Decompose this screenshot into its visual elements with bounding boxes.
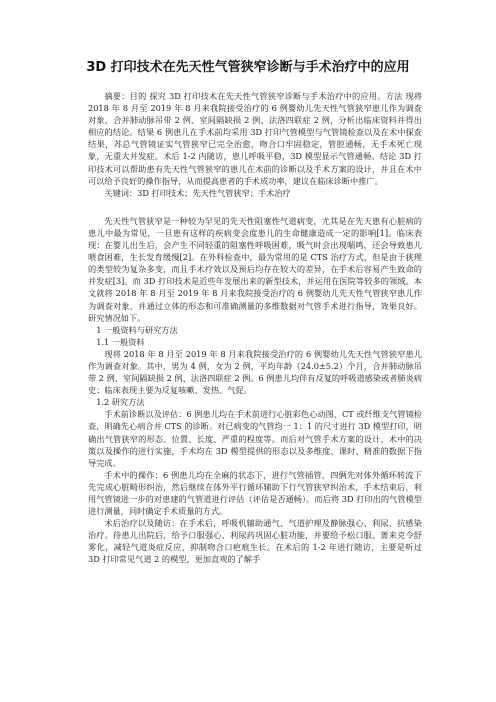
section-gap xyxy=(88,199,422,215)
paper-body xyxy=(88,90,422,566)
method-paragraph-1: 手术前诊断以及评估：6 例患儿均在手术前进行心脏彩色心动图、CT 或纤维支气管镜检查，明确先心病合并 CTS 的诊断。对已病变的气管均一 1：1 的尺寸进行 3D 模型打印，明确出气管狭窄的形态、位置、长度、严重的程度等。而后对气管手术方案的设计、术中的决策以及操作的进行实施，手术均在 3D 模型提供的形态以及多维度、课时、精准的数据下指导完成。 xyxy=(88,409,422,468)
abstract-paragraph: 摘要：目的 探究 3D 打印技术在先天性气管狭窄诊断与手术治疗中的应用。方法 现将 2018 年 8 月至 2019 年 8 月来我院接受治疗的 6 例婴幼儿先天性气管狭窄患儿作为调查对象，合并肺动脉吊带 2 例、室间隔缺损 2 例、法洛四联症 2 例，分析出临床资料并得出相应的结论。结果 6 例患儿在手术前均采用 3D 打印气管模型与气管镜检查以及在术中探查结果，苏总气管镜证实气管狭窄已完全治愈，吻合口牢固稳定，管腔通畅，无手术死亡现象，无重大并发症。术后 1-2 内随访，患儿呼吸平稳，3D 模型显示气管通畅。结论 3D 打印技术可以帮助患有先天性气管狭窄的患儿在术前的诊断以及手术方案的设计，并且在术中可以给予良好的操作指导，从而提高患者的手术成功率，建议在临床诊断中推广。 xyxy=(88,91,422,186)
method-paragraph-3: 术后治疗以及随访：在手术后，呼吸机辅助通气、气道护理及静脉强心、利尿、抗感染治疗。待患儿出院后，给予口服强心、利尿药巩固心脏功能，并要给予松口服、蔷来克令舒雾化，减轻气道炎症反应，抑制吻合口疤痕生长。在术后的 1-2 年进行随访，主要是听过 3D 打印常见气道 2 的模型，更加直观的了解手 xyxy=(88,518,422,565)
section-heading-1-2: 1.2 研究方法 xyxy=(96,397,145,408)
general-paragraph: 现将 2018 年 8 月至 2019 年 8 月来我院接受治疗的 6 例婴幼儿先天性气管狭窄患儿作为调查对象。其中，男为 4 例，女为 2 例，平均年龄（24.0±5.2）个月，合并肺动脉吊带 2 例、室间隔缺损 2 例、法洛四联症 2 例。6 例患儿均伴有反复的呼吸道感染或者肺炎病史；临床表现主要为反复咳嗽、发热、气促。 xyxy=(88,348,422,396)
intro-paragraph: 先天性气管狭窄是一种较为罕见的先天性阻塞性气道病变，尤其是在先天患有心脏病的患儿中最为常见，一旦患有这样的疾病变会度患儿的生命健康造成一定的影响[1]。临床表现：在婴儿出生后，会产生不同轻重的阻塞性呼吸困难，吸气时会出现喘鸣，还会导致患儿喂食困难，生长发育缓慢[2]。在外科检查中，最为常用的是 CTS 治疗方式，但是由于狭理的类型较为复杂多变，而且手术疗效以及预后均存在较大的差异，在手术后容易产生致命的并发症[3]。而 3D 打印技术是近些年发展出来的新型技术，并运用在医院等较多的领域。本文就将 2018 年 8 月至 2019 年 8 月来我院接受治疗的 6 例婴幼儿先天性气管狭窄患儿作为调查对象，并通过立体的形态和可准确测量的多维数据对气管手术进行指导，效果良好。研究情况如下。 xyxy=(88,215,422,323)
section-heading-1: 1 一般资料与研究方法 xyxy=(96,324,178,335)
section-heading-1-1: 1.1 一般资料 xyxy=(96,336,145,347)
method-paragraph-2: 手术中的操作：6 例患儿均在全麻的状态下，进行气管插管，四俩先对体外循环转流下先完成心脏畸形纠治，然后继续在体外平行循环辅助下行气管狭窄纠治术，手术结束后，利用气管镜进一步的对患建的气管道进行评估（评估是否通畅）。而后将 3D 打印出的气管模型进行测量，同时确定手术质量的方式。 xyxy=(88,469,422,517)
paper-title: 3D 打印技术在先天性气管狭窄诊断与手术治疗中的应用 xyxy=(86,60,410,75)
keywords-line: 关键词：3D 打印技术；先天性气管狭窄；手术治疗 xyxy=(104,187,291,198)
